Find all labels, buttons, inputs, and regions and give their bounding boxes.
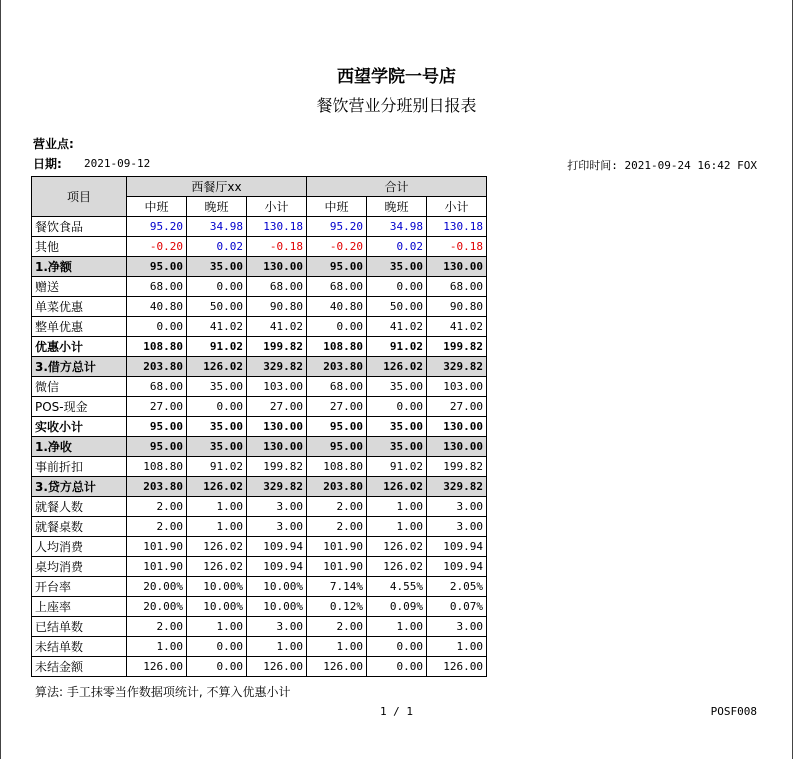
row-label: 赠送 bbox=[32, 277, 127, 297]
value-cell: 130.00 bbox=[427, 417, 487, 437]
value-cell: 27.00 bbox=[307, 397, 367, 417]
row-label: 优惠小计 bbox=[32, 337, 127, 357]
value-cell: 0.00 bbox=[187, 277, 247, 297]
row-label: 3.贷方总计 bbox=[32, 477, 127, 497]
value-cell: 68.00 bbox=[127, 277, 187, 297]
value-cell: 126.00 bbox=[427, 657, 487, 677]
value-cell: 130.00 bbox=[427, 257, 487, 277]
value-cell: 2.00 bbox=[127, 497, 187, 517]
row-label: 上座率 bbox=[32, 597, 127, 617]
table-row bbox=[32, 417, 487, 437]
table-row bbox=[32, 437, 487, 457]
value-cell: 108.80 bbox=[127, 457, 187, 477]
value-cell: -0.20 bbox=[127, 237, 187, 257]
value-cell: 95.00 bbox=[127, 417, 187, 437]
table-row bbox=[32, 457, 487, 477]
value-cell: 101.90 bbox=[127, 537, 187, 557]
value-cell: 0.07% bbox=[427, 597, 487, 617]
row-label: 人均消费 bbox=[32, 537, 127, 557]
row-label: 餐饮食品 bbox=[32, 217, 127, 237]
value-cell: 0.00 bbox=[127, 317, 187, 337]
row-label: 已结单数 bbox=[32, 617, 127, 637]
value-cell: 0.12% bbox=[307, 597, 367, 617]
value-cell: 95.00 bbox=[307, 417, 367, 437]
value-cell: 27.00 bbox=[127, 397, 187, 417]
row-label: 未结单数 bbox=[32, 637, 127, 657]
sub-header: 中班 bbox=[127, 197, 187, 217]
value-cell: 3.00 bbox=[247, 497, 307, 517]
date-label: 日期: bbox=[33, 157, 62, 171]
value-cell: 126.02 bbox=[367, 557, 427, 577]
value-cell: 199.82 bbox=[427, 337, 487, 357]
group-header-restaurant: 西餐厅xx bbox=[127, 177, 307, 197]
value-cell: 130.18 bbox=[427, 217, 487, 237]
value-cell: 34.98 bbox=[367, 217, 427, 237]
item-header: 项目 bbox=[32, 177, 127, 217]
value-cell: 108.80 bbox=[307, 457, 367, 477]
value-cell: 1.00 bbox=[427, 637, 487, 657]
store-name: 西望学院一号店 bbox=[337, 67, 456, 87]
value-cell: 0.00 bbox=[187, 397, 247, 417]
value-cell: 203.80 bbox=[307, 357, 367, 377]
value-cell: 95.20 bbox=[307, 217, 367, 237]
value-cell: 1.00 bbox=[187, 497, 247, 517]
group-header-total: 合计 bbox=[307, 177, 487, 197]
value-cell: 108.80 bbox=[307, 337, 367, 357]
value-cell: 91.02 bbox=[367, 457, 427, 477]
value-cell: 90.80 bbox=[427, 297, 487, 317]
value-cell: 41.02 bbox=[247, 317, 307, 337]
value-cell: 3.00 bbox=[427, 617, 487, 637]
value-cell: 109.94 bbox=[247, 557, 307, 577]
value-cell: 130.00 bbox=[247, 257, 307, 277]
table-row bbox=[32, 257, 487, 277]
value-cell: 1.00 bbox=[127, 637, 187, 657]
table-row bbox=[32, 617, 487, 637]
value-cell: 40.80 bbox=[127, 297, 187, 317]
table-row bbox=[32, 597, 487, 617]
value-cell: 130.18 bbox=[247, 217, 307, 237]
value-cell: 1.00 bbox=[367, 617, 427, 637]
value-cell: 126.02 bbox=[187, 537, 247, 557]
value-cell: 126.00 bbox=[127, 657, 187, 677]
page-number: 1 / 1 bbox=[379, 705, 414, 718]
value-cell: 329.82 bbox=[247, 357, 307, 377]
row-label: 微信 bbox=[32, 377, 127, 397]
value-cell: 0.00 bbox=[367, 277, 427, 297]
value-cell: 199.82 bbox=[247, 337, 307, 357]
row-label: 就餐人数 bbox=[32, 497, 127, 517]
row-label: 其他 bbox=[32, 237, 127, 257]
row-label: 实收小计 bbox=[32, 417, 127, 437]
value-cell: 10.00% bbox=[187, 577, 247, 597]
value-cell: 7.14% bbox=[307, 577, 367, 597]
report-code: POSF008 bbox=[710, 705, 757, 718]
value-cell: 4.55% bbox=[367, 577, 427, 597]
row-label: 就餐桌数 bbox=[32, 517, 127, 537]
value-cell: 27.00 bbox=[427, 397, 487, 417]
value-cell: 95.00 bbox=[127, 257, 187, 277]
value-cell: 0.00 bbox=[187, 637, 247, 657]
value-cell: 101.90 bbox=[307, 557, 367, 577]
value-cell: 126.00 bbox=[247, 657, 307, 677]
value-cell: 91.02 bbox=[187, 457, 247, 477]
table-row bbox=[32, 657, 487, 677]
value-cell: 109.94 bbox=[427, 537, 487, 557]
value-cell: 95.00 bbox=[307, 437, 367, 457]
sub-header: 晚班 bbox=[367, 197, 427, 217]
value-cell: 35.00 bbox=[367, 417, 427, 437]
value-cell: 1.00 bbox=[307, 637, 367, 657]
value-cell: 1.00 bbox=[187, 517, 247, 537]
row-label: POS-现金 bbox=[32, 397, 127, 417]
table-row bbox=[32, 477, 487, 497]
value-cell: 109.94 bbox=[427, 557, 487, 577]
value-cell: 2.00 bbox=[127, 517, 187, 537]
value-cell: 130.00 bbox=[247, 417, 307, 437]
value-cell: 0.02 bbox=[187, 237, 247, 257]
table-row bbox=[32, 537, 487, 557]
table-row bbox=[32, 577, 487, 597]
value-cell: 199.82 bbox=[247, 457, 307, 477]
row-label: 单菜优惠 bbox=[32, 297, 127, 317]
table-row bbox=[32, 397, 487, 417]
value-cell: 101.90 bbox=[307, 537, 367, 557]
value-cell: 0.02 bbox=[367, 237, 427, 257]
value-cell: 95.00 bbox=[127, 437, 187, 457]
value-cell: 109.94 bbox=[247, 537, 307, 557]
value-cell: 91.02 bbox=[367, 337, 427, 357]
algorithm-note: 算法: 手工抹零当作数据项统计, 不算入优惠小计 bbox=[35, 685, 291, 699]
value-cell: 130.00 bbox=[247, 437, 307, 457]
value-cell: 35.00 bbox=[367, 377, 427, 397]
value-cell: 101.90 bbox=[127, 557, 187, 577]
value-cell: -0.18 bbox=[427, 237, 487, 257]
value-cell: 68.00 bbox=[307, 377, 367, 397]
value-cell: 68.00 bbox=[307, 277, 367, 297]
value-cell: 35.00 bbox=[187, 417, 247, 437]
value-cell: 1.00 bbox=[247, 637, 307, 657]
value-cell: 3.00 bbox=[427, 497, 487, 517]
date-value: 2021-09-12 bbox=[84, 157, 151, 170]
value-cell: 34.98 bbox=[187, 217, 247, 237]
table-row bbox=[32, 517, 487, 537]
table-row bbox=[32, 317, 487, 337]
value-cell: 27.00 bbox=[247, 397, 307, 417]
value-cell: 20.00% bbox=[127, 577, 187, 597]
value-cell: -0.18 bbox=[247, 237, 307, 257]
table-row bbox=[32, 217, 487, 237]
row-label: 3.借方总计 bbox=[32, 357, 127, 377]
value-cell: 2.00 bbox=[307, 497, 367, 517]
value-cell: 199.82 bbox=[427, 457, 487, 477]
table-row bbox=[32, 357, 487, 377]
row-label: 整单优惠 bbox=[32, 317, 127, 337]
value-cell: 126.02 bbox=[367, 357, 427, 377]
value-cell: 3.00 bbox=[247, 617, 307, 637]
value-cell: 103.00 bbox=[247, 377, 307, 397]
value-cell: 1.00 bbox=[367, 517, 427, 537]
value-cell: 126.02 bbox=[367, 537, 427, 557]
value-cell: 40.80 bbox=[307, 297, 367, 317]
value-cell: 68.00 bbox=[247, 277, 307, 297]
sub-header: 小计 bbox=[247, 197, 307, 217]
value-cell: 10.00% bbox=[187, 597, 247, 617]
value-cell: 10.00% bbox=[247, 597, 307, 617]
value-cell: 3.00 bbox=[247, 517, 307, 537]
report-body bbox=[32, 217, 487, 677]
value-cell: 41.02 bbox=[367, 317, 427, 337]
value-cell: 126.02 bbox=[187, 477, 247, 497]
table-row bbox=[32, 277, 487, 297]
value-cell: 50.00 bbox=[367, 297, 427, 317]
value-cell: 2.00 bbox=[307, 517, 367, 537]
value-cell: 0.09% bbox=[367, 597, 427, 617]
value-cell: 35.00 bbox=[187, 257, 247, 277]
value-cell: 68.00 bbox=[127, 377, 187, 397]
value-cell: 1.00 bbox=[367, 497, 427, 517]
row-label: 1.净收 bbox=[32, 437, 127, 457]
value-cell: 95.20 bbox=[127, 217, 187, 237]
row-label: 未结金额 bbox=[32, 657, 127, 677]
outlet-label: 营业点: bbox=[33, 137, 74, 151]
row-label: 事前折扣 bbox=[32, 457, 127, 477]
row-label: 桌均消费 bbox=[32, 557, 127, 577]
value-cell: 203.80 bbox=[127, 357, 187, 377]
value-cell: 68.00 bbox=[427, 277, 487, 297]
value-cell: 3.00 bbox=[427, 517, 487, 537]
value-cell: 0.00 bbox=[367, 637, 427, 657]
value-cell: 10.00% bbox=[247, 577, 307, 597]
value-cell: 90.80 bbox=[247, 297, 307, 317]
report-table bbox=[31, 176, 487, 677]
sub-header: 晚班 bbox=[187, 197, 247, 217]
table-row bbox=[32, 337, 487, 357]
value-cell: 329.82 bbox=[427, 477, 487, 497]
value-cell: 2.05% bbox=[427, 577, 487, 597]
value-cell: 50.00 bbox=[187, 297, 247, 317]
value-cell: 35.00 bbox=[367, 257, 427, 277]
value-cell: 20.00% bbox=[127, 597, 187, 617]
value-cell: 2.00 bbox=[307, 617, 367, 637]
table-row bbox=[32, 377, 487, 397]
value-cell: 108.80 bbox=[127, 337, 187, 357]
table-row bbox=[32, 497, 487, 517]
report-title: 餐饮营业分班别日报表 bbox=[316, 96, 477, 115]
table-row bbox=[32, 237, 487, 257]
row-label: 1.净额 bbox=[32, 257, 127, 277]
value-cell: 203.80 bbox=[127, 477, 187, 497]
sub-header: 小计 bbox=[427, 197, 487, 217]
value-cell: 41.02 bbox=[427, 317, 487, 337]
table-row bbox=[32, 557, 487, 577]
value-cell: 2.00 bbox=[127, 617, 187, 637]
table-row bbox=[32, 297, 487, 317]
sub-header: 中班 bbox=[307, 197, 367, 217]
value-cell: 203.80 bbox=[307, 477, 367, 497]
value-cell: 0.00 bbox=[187, 657, 247, 677]
value-cell: 1.00 bbox=[187, 617, 247, 637]
value-cell: 126.00 bbox=[307, 657, 367, 677]
value-cell: 126.02 bbox=[367, 477, 427, 497]
value-cell: 103.00 bbox=[427, 377, 487, 397]
value-cell: 126.02 bbox=[187, 557, 247, 577]
value-cell: 35.00 bbox=[367, 437, 427, 457]
value-cell: 35.00 bbox=[187, 437, 247, 457]
value-cell: 329.82 bbox=[247, 477, 307, 497]
value-cell: 95.00 bbox=[307, 257, 367, 277]
value-cell: 130.00 bbox=[427, 437, 487, 457]
value-cell: 126.02 bbox=[187, 357, 247, 377]
value-cell: 0.00 bbox=[307, 317, 367, 337]
value-cell: 0.00 bbox=[367, 397, 427, 417]
table-row bbox=[32, 637, 487, 657]
value-cell: 91.02 bbox=[187, 337, 247, 357]
value-cell: 41.02 bbox=[187, 317, 247, 337]
value-cell: 329.82 bbox=[427, 357, 487, 377]
value-cell: -0.20 bbox=[307, 237, 367, 257]
value-cell: 35.00 bbox=[187, 377, 247, 397]
row-label: 开台率 bbox=[32, 577, 127, 597]
value-cell: 0.00 bbox=[367, 657, 427, 677]
print-time: 打印时间: 2021-09-24 16:42 FOX bbox=[567, 159, 757, 172]
